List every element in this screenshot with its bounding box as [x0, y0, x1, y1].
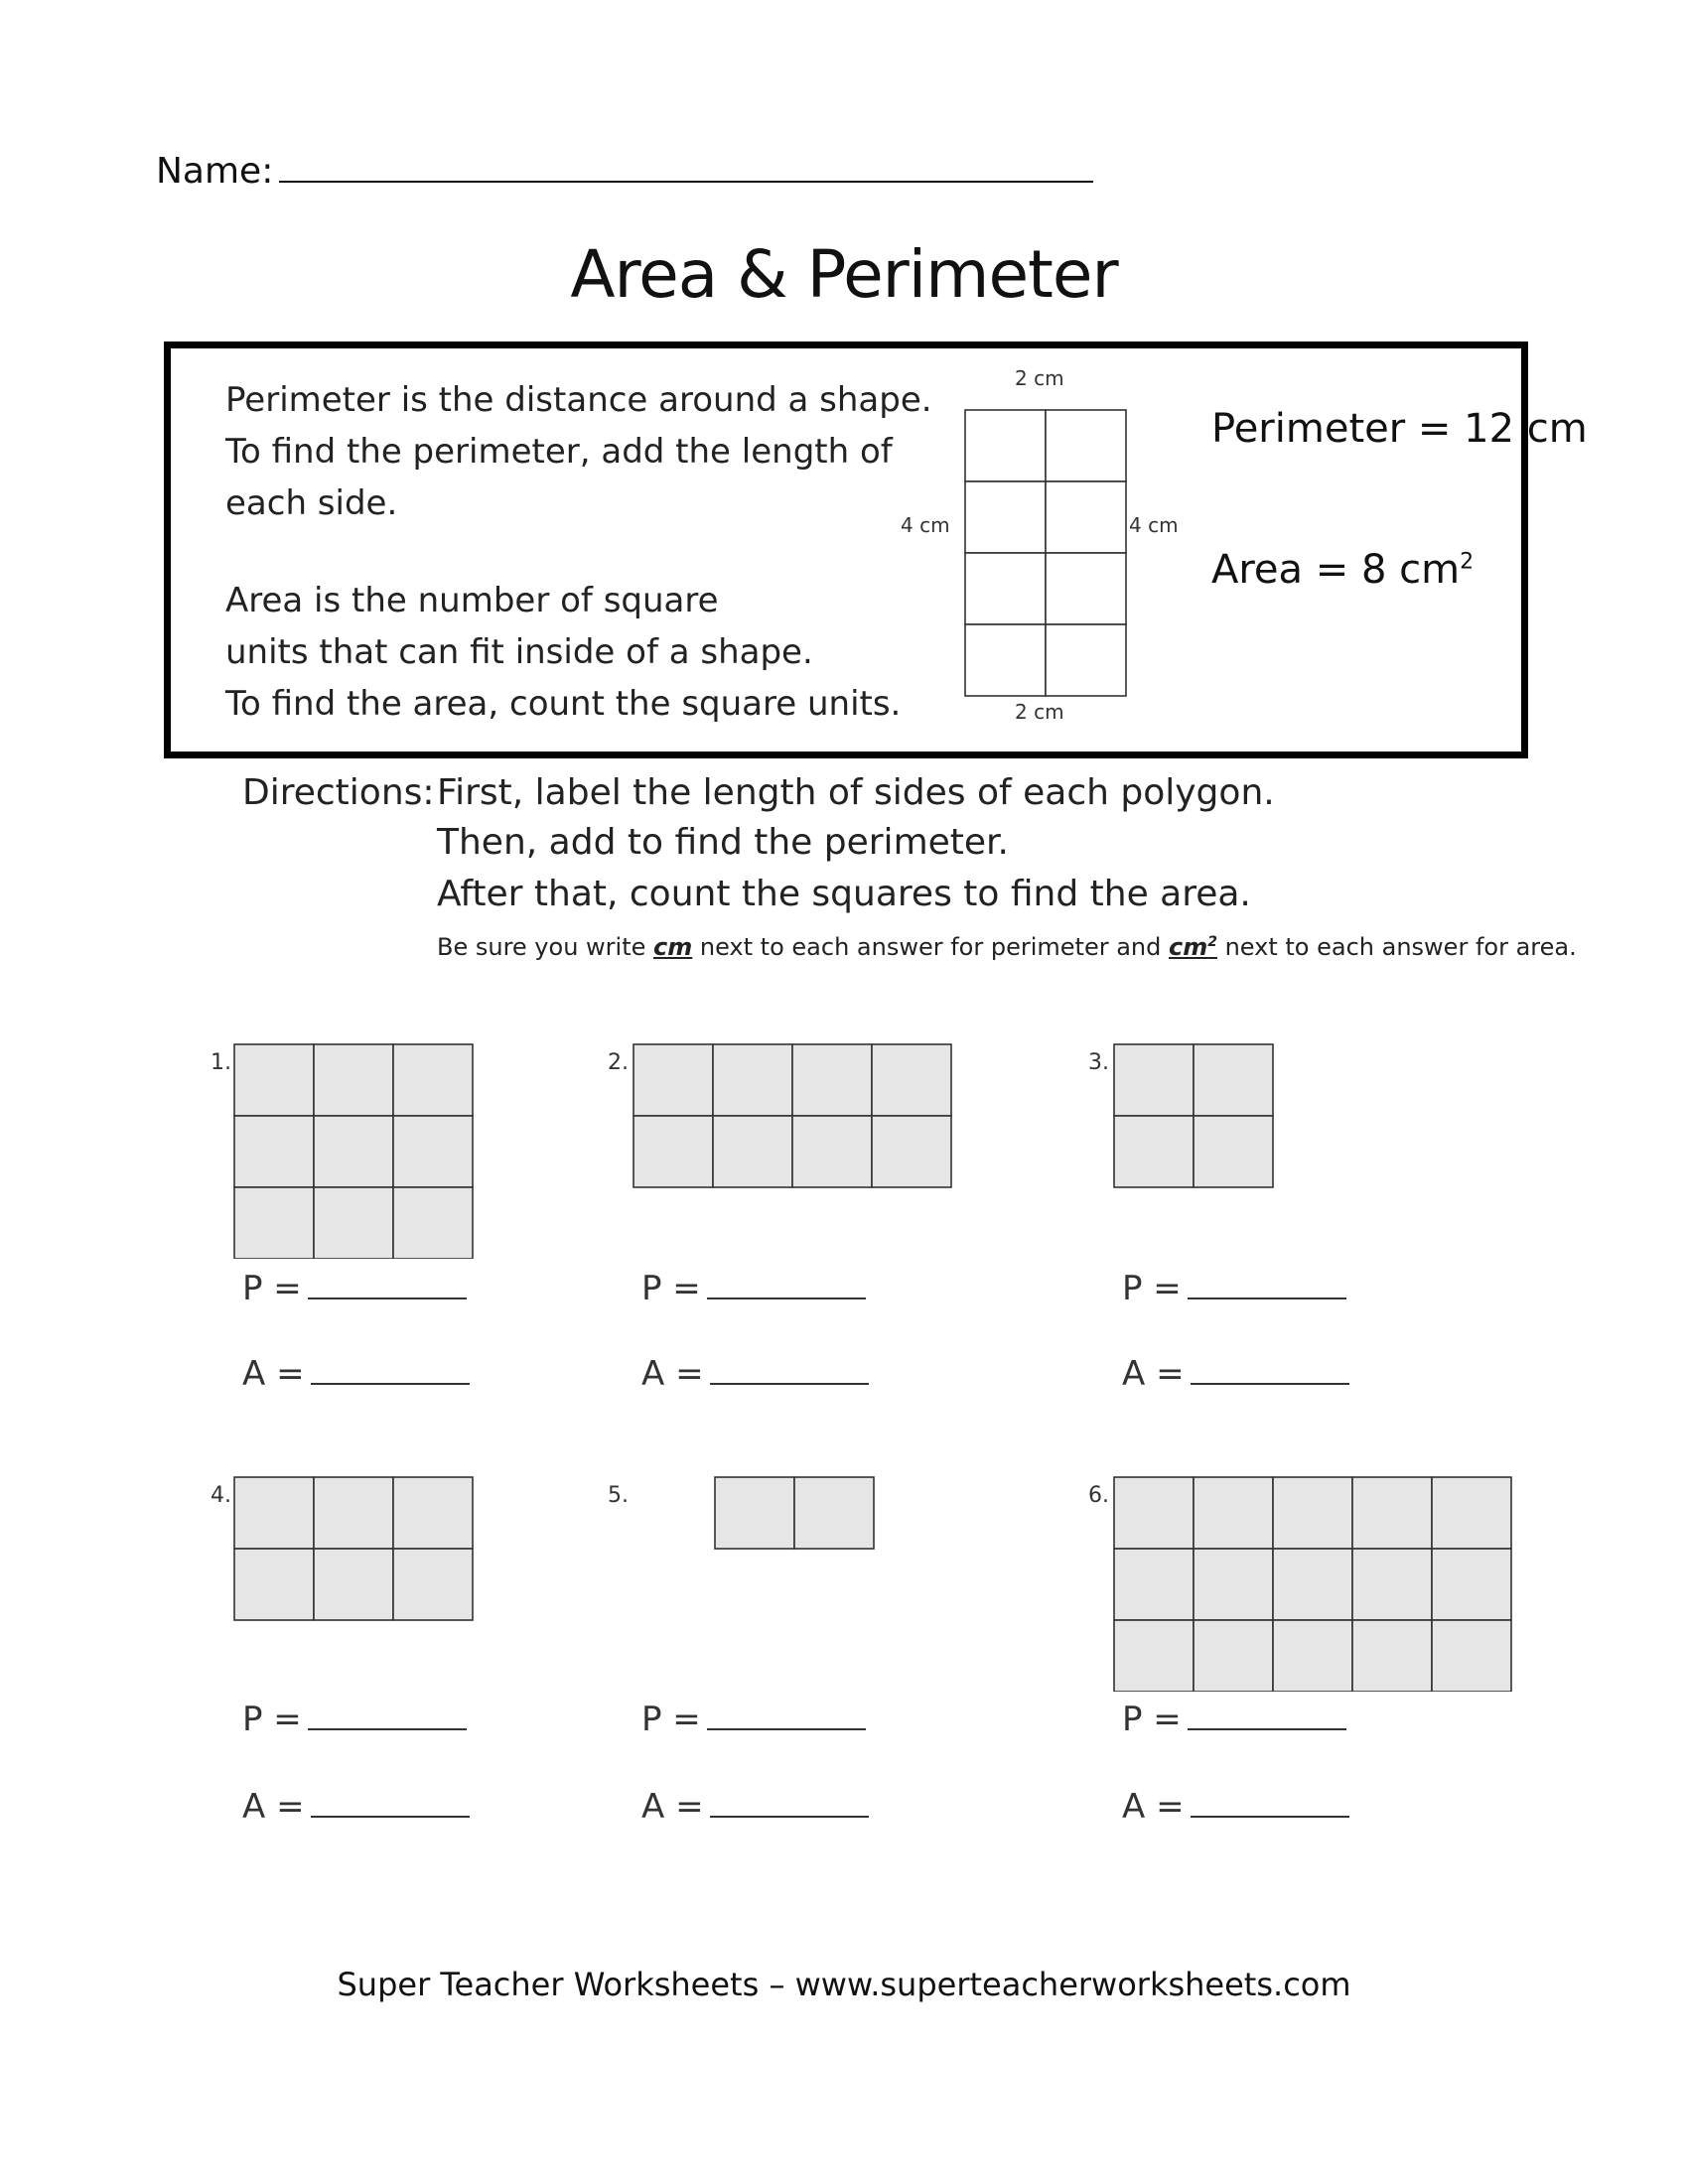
area-label: A =: [641, 1787, 704, 1827]
area-definition: [225, 575, 911, 730]
grid-square: [1114, 1116, 1194, 1187]
area-blank[interactable]: [311, 1790, 470, 1818]
problem-grid: [232, 1042, 477, 1259]
grid-square: [393, 1044, 473, 1116]
example-top-label: 2 cm: [1015, 366, 1064, 390]
problem-grid: [632, 1042, 955, 1189]
perimeter-answer: [641, 1700, 866, 1739]
grid-square: [314, 1549, 393, 1620]
grid-square: [1114, 1620, 1194, 1692]
grid-square: [872, 1044, 951, 1116]
note-middle: next to each answer for perimeter and: [692, 933, 1169, 961]
grid-square: [1114, 1549, 1194, 1620]
perimeter-blank[interactable]: [707, 1272, 866, 1299]
problem-number: 2.: [608, 1050, 629, 1075]
grid-square: [1194, 1116, 1273, 1187]
note-cm2: [1169, 933, 1217, 961]
info-box: [164, 341, 1588, 758]
perimeter-label: P =: [641, 1700, 701, 1739]
grid-square: [1432, 1477, 1511, 1549]
grid-square: [314, 1477, 393, 1549]
perimeter-answer: [242, 1269, 467, 1308]
grid-square: [234, 1116, 314, 1187]
area-label: A =: [242, 1354, 305, 1394]
area-answer: [1122, 1354, 1349, 1394]
problem-grid: [232, 1475, 477, 1622]
grid-square: [1273, 1477, 1352, 1549]
note-cm: cm: [653, 933, 693, 961]
perimeter-label: P =: [1122, 1700, 1182, 1739]
grid-square: [1432, 1549, 1511, 1620]
area-definition-line: To find the area, count the square units.: [225, 684, 902, 724]
perimeter-answer: [1122, 1269, 1346, 1308]
grid-square: [1352, 1477, 1432, 1549]
grid-square: [1194, 1044, 1273, 1116]
area-blank[interactable]: [311, 1357, 470, 1385]
grid-square: [1114, 1477, 1194, 1549]
area-answer: [242, 1787, 470, 1827]
grid-square: [393, 1477, 473, 1549]
grid-square: [393, 1187, 473, 1259]
grid-square: [633, 1116, 713, 1187]
grid-square: [794, 1477, 874, 1549]
directions-line: Then, add to find the perimeter.: [437, 822, 1009, 863]
grid-square: [1352, 1620, 1432, 1692]
grid-square: [965, 481, 1046, 553]
grid-square: [965, 410, 1046, 481]
grid-square: [1046, 553, 1126, 624]
grid-square: [1046, 481, 1126, 553]
problem-number: 5.: [608, 1483, 629, 1508]
perimeter-definition-line: To find the perimeter, add the length of: [225, 432, 893, 472]
area-blank[interactable]: [1191, 1357, 1349, 1385]
grid-square: [234, 1477, 314, 1549]
perimeter-label: P =: [641, 1269, 701, 1308]
example-perimeter: Perimeter = 12 cm: [1211, 406, 1588, 452]
grid-square: [234, 1549, 314, 1620]
example-right-label: 4 cm: [1129, 513, 1179, 537]
example-area-text: Area = 8 cm: [1211, 547, 1461, 593]
area-answer: [641, 1787, 869, 1827]
grid-square: [1046, 624, 1126, 696]
area-label: A =: [1122, 1354, 1185, 1394]
example-bottom-label: 2 cm: [1015, 700, 1064, 724]
grid-square: [792, 1116, 872, 1187]
perimeter-label: P =: [242, 1269, 302, 1308]
note-suffix: next to each answer for area.: [1216, 933, 1577, 961]
grid-square: [393, 1549, 473, 1620]
grid-square: [1194, 1620, 1273, 1692]
problem-grid: [1112, 1475, 1515, 1692]
name-label: Name:: [156, 151, 274, 192]
footer: Super Teacher Worksheets – www.superteacherworksheets.com: [337, 1966, 1351, 2003]
area-label: A =: [641, 1354, 704, 1394]
problem-number: 4.: [211, 1483, 231, 1508]
grid-square: [234, 1044, 314, 1116]
page-title: Area & Perimeter: [570, 236, 1118, 313]
grid-square: [1194, 1477, 1273, 1549]
problem-grid: [713, 1475, 878, 1551]
grid-square: [1432, 1620, 1511, 1692]
perimeter-label: P =: [1122, 1269, 1182, 1308]
perimeter-answer: [1122, 1700, 1346, 1739]
directions-note: [437, 933, 1577, 961]
grid-square: [792, 1044, 872, 1116]
note-cm2-exponent: 2: [1207, 934, 1217, 950]
perimeter-label: P =: [242, 1700, 302, 1739]
name-line: [156, 151, 1093, 192]
note-prefix: Be sure you write: [437, 933, 654, 961]
area-blank[interactable]: [710, 1790, 869, 1818]
perimeter-blank[interactable]: [308, 1703, 467, 1730]
grid-square: [1046, 410, 1126, 481]
grid-square: [713, 1044, 792, 1116]
perimeter-definition-line: each side.: [225, 483, 398, 523]
grid-square: [314, 1187, 393, 1259]
grid-square: [715, 1477, 794, 1549]
grid-square: [713, 1116, 792, 1187]
area-answer: [1122, 1787, 1349, 1827]
perimeter-blank[interactable]: [1188, 1272, 1346, 1299]
area-label: A =: [242, 1787, 305, 1827]
perimeter-blank[interactable]: [308, 1272, 467, 1299]
directions-line: First, label the length of sides of each polygon.: [437, 772, 1275, 813]
perimeter-answer: [242, 1700, 467, 1739]
directions-label: Directions:: [242, 772, 435, 813]
area-definition-line: units that can fit inside of a shape.: [225, 632, 813, 672]
perimeter-definition: [225, 374, 932, 529]
grid-square: [234, 1187, 314, 1259]
directions-line: After that, count the squares to find the area.: [437, 874, 1251, 914]
area-label: A =: [1122, 1787, 1185, 1827]
problem-number: 3.: [1088, 1050, 1109, 1075]
name-blank[interactable]: [279, 151, 1093, 183]
perimeter-answer: [641, 1269, 866, 1308]
grid-square: [872, 1116, 951, 1187]
grid-square: [965, 553, 1046, 624]
perimeter-blank[interactable]: [707, 1703, 866, 1730]
area-blank[interactable]: [1191, 1790, 1349, 1818]
problem-number: 1.: [211, 1050, 231, 1075]
grid-square: [1352, 1549, 1432, 1620]
grid-square: [1114, 1044, 1194, 1116]
grid-square: [393, 1116, 473, 1187]
area-definition-line: Area is the number of square: [225, 581, 719, 620]
area-answer: [641, 1354, 869, 1394]
grid-square: [965, 624, 1046, 696]
area-answer: [242, 1354, 470, 1394]
grid-square: [1194, 1549, 1273, 1620]
problem-grid: [1112, 1042, 1277, 1189]
area-blank[interactable]: [710, 1357, 869, 1385]
problem-number: 6.: [1088, 1483, 1109, 1508]
grid-square: [314, 1044, 393, 1116]
grid-square: [633, 1044, 713, 1116]
perimeter-blank[interactable]: [1188, 1703, 1346, 1730]
note-cm2-unit: cm: [1168, 933, 1208, 961]
example-area: [1211, 547, 1474, 593]
grid-square: [314, 1116, 393, 1187]
example-area-exponent: 2: [1460, 549, 1475, 575]
grid-square: [1273, 1620, 1352, 1692]
example-grid: [963, 408, 1128, 700]
grid-square: [1273, 1549, 1352, 1620]
example-left-label: 4 cm: [901, 513, 950, 537]
perimeter-definition-line: Perimeter is the distance around a shape.: [225, 380, 932, 420]
